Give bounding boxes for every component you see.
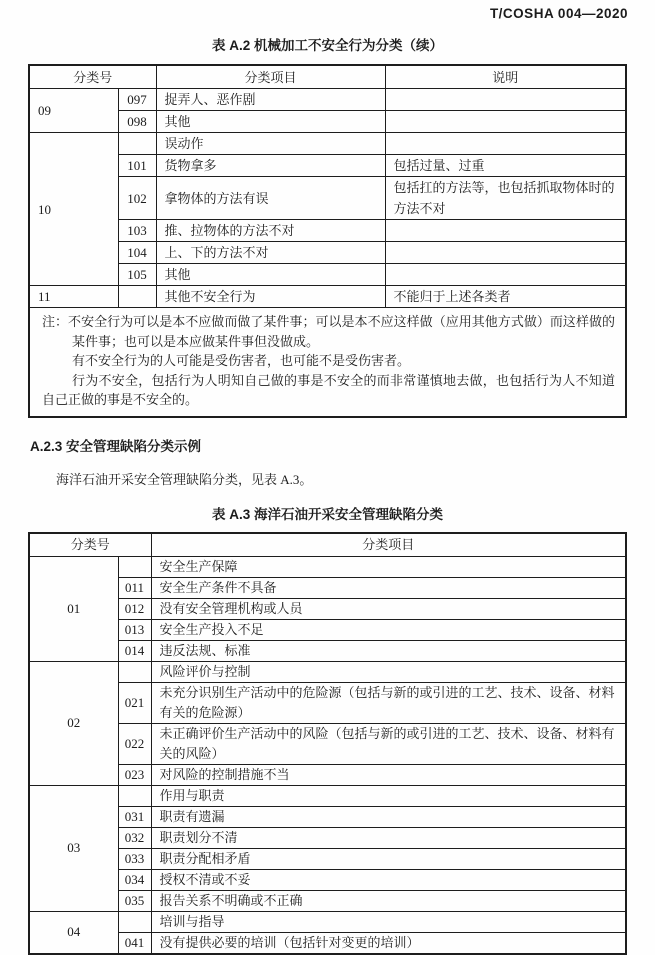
cell-item: 其他不安全行为 xyxy=(156,286,385,308)
cell-code: 014 xyxy=(118,640,151,661)
cell-group-no: 02 xyxy=(29,661,118,785)
cell-item: 捉弄人、恶作剧 xyxy=(156,89,385,111)
table-row xyxy=(29,661,626,682)
table-row xyxy=(29,911,626,932)
table-row xyxy=(29,640,626,661)
cell-item: 其他 xyxy=(156,111,385,133)
cell-code: 035 xyxy=(118,890,151,911)
cell-item: 上、下的方法不对 xyxy=(156,242,385,264)
cell-item: 其他 xyxy=(156,264,385,286)
table-row xyxy=(29,155,626,177)
cell-code xyxy=(118,661,151,682)
table-row xyxy=(29,220,626,242)
cell-code: 013 xyxy=(118,619,151,640)
cell-group-no: 10 xyxy=(29,133,118,286)
header-item: 分类项目 xyxy=(156,65,385,89)
cell-code: 011 xyxy=(118,577,151,598)
cell-group-no: 01 xyxy=(29,556,118,661)
table-a2-note-row xyxy=(29,308,626,417)
cell-desc xyxy=(385,242,626,264)
cell-item: 未正确评价生产活动中的风险（包括与新的或引进的工艺、技术、设备、材料有关的风险） xyxy=(151,723,626,764)
cell-item: 风险评价与控制 xyxy=(151,661,626,682)
cell-group-no: 11 xyxy=(29,286,118,308)
cell-item: 推、拉物体的方法不对 xyxy=(156,220,385,242)
table-a3 xyxy=(28,532,627,955)
table-row xyxy=(29,264,626,286)
header-group-no: 分类号 xyxy=(29,533,151,557)
note-line-1: 注：不安全行为可以是本不应做而做了某件事；可以是本不应这样做（应用其他方式做）而这样做的某件事；也可以是本应做某件事但没做成。 xyxy=(42,314,615,349)
cell-code: 023 xyxy=(118,764,151,785)
table-row xyxy=(29,177,626,220)
table-row xyxy=(29,556,626,577)
cell-code: 012 xyxy=(118,598,151,619)
table-row xyxy=(29,577,626,598)
cell-item: 没有安全管理机构或人员 xyxy=(151,598,626,619)
cell-code: 097 xyxy=(118,89,156,111)
table-row xyxy=(29,286,626,308)
cell-item: 没有提供必要的培训（包括针对变更的培训） xyxy=(151,932,626,954)
table-a3-header-row xyxy=(29,533,626,557)
table-a2 xyxy=(28,64,627,418)
cell-code: 034 xyxy=(118,869,151,890)
cell-code: 104 xyxy=(118,242,156,264)
cell-code: 022 xyxy=(118,723,151,764)
note-line-2: 有不安全行为的人可能是受伤害者，也可能不是受伤害者。 xyxy=(72,353,411,368)
table-row xyxy=(29,848,626,869)
note-cell xyxy=(29,308,626,417)
cell-code: 041 xyxy=(118,932,151,954)
table-row xyxy=(29,890,626,911)
cell-code: 031 xyxy=(118,806,151,827)
table-row xyxy=(29,89,626,111)
table-row xyxy=(29,785,626,806)
cell-item: 货物拿多 xyxy=(156,155,385,177)
cell-code: 101 xyxy=(118,155,156,177)
cell-item: 职责划分不清 xyxy=(151,827,626,848)
table-row xyxy=(29,869,626,890)
cell-item: 违反法规、标准 xyxy=(151,640,626,661)
cell-item: 职责有遗漏 xyxy=(151,806,626,827)
cell-desc xyxy=(385,264,626,286)
cell-code: 102 xyxy=(118,177,156,220)
cell-item: 职责分配相矛盾 xyxy=(151,848,626,869)
cell-item: 拿物体的方法有误 xyxy=(156,177,385,220)
table-row xyxy=(29,111,626,133)
cell-desc: 包括过量、过重 xyxy=(385,155,626,177)
cell-code: 021 xyxy=(118,682,151,723)
cell-desc: 包括扛的方法等，也包括抓取物体时的方法不对 xyxy=(385,177,626,220)
cell-code xyxy=(118,556,151,577)
cell-desc xyxy=(385,220,626,242)
cell-item: 授权不清或不妥 xyxy=(151,869,626,890)
cell-item: 报告关系不明确或不正确 xyxy=(151,890,626,911)
note-label: 注： xyxy=(42,314,69,329)
cell-item: 安全生产条件不具备 xyxy=(151,577,626,598)
table-row xyxy=(29,723,626,764)
cell-code: 098 xyxy=(118,111,156,133)
table-row xyxy=(29,619,626,640)
section-paragraph: 海洋石油开采安全管理缺陷分类，见表 A.3。 xyxy=(56,471,313,487)
note-line-3: 行为不安全，包括行为人明知自己做的事是不安全的而非常谨慎地去做，也包括行为人不知道自己正做的事是不安全的。 xyxy=(42,372,616,407)
cell-group-no: 09 xyxy=(29,89,118,133)
table-row xyxy=(29,764,626,785)
cell-code xyxy=(118,785,151,806)
header-group-no: 分类号 xyxy=(29,65,156,89)
table-row xyxy=(29,827,626,848)
table-row xyxy=(29,932,626,954)
cell-item: 未充分识别生产活动中的危险源（包括与新的或引进的工艺、技术、设备、材料有关的危险源） xyxy=(151,682,626,723)
cell-desc xyxy=(385,111,626,133)
cell-desc: 不能归于上述各类者 xyxy=(385,286,626,308)
cell-code: 105 xyxy=(118,264,156,286)
cell-item: 安全生产投入不足 xyxy=(151,619,626,640)
cell-desc xyxy=(385,89,626,111)
table-a3-caption: 表 A.3 海洋石油开采安全管理缺陷分类 xyxy=(211,506,443,522)
header-item: 分类项目 xyxy=(151,533,626,557)
cell-code: 103 xyxy=(118,220,156,242)
header-desc: 说明 xyxy=(385,65,626,89)
cell-code: 033 xyxy=(118,848,151,869)
section-heading-a23: A.2.3 安全管理缺陷分类示例 xyxy=(30,438,202,454)
cell-code xyxy=(118,133,156,155)
table-a2-header-row xyxy=(29,65,626,89)
table-row xyxy=(29,133,626,155)
cell-code xyxy=(118,286,156,308)
document-code: T/COSHA 004—2020 xyxy=(489,6,628,21)
table-row xyxy=(29,806,626,827)
cell-group-no: 03 xyxy=(29,785,118,911)
cell-item: 对风险的控制措施不当 xyxy=(151,764,626,785)
cell-item: 培训与指导 xyxy=(151,911,626,932)
table-row xyxy=(29,682,626,723)
table-row xyxy=(29,242,626,264)
cell-item: 误动作 xyxy=(156,133,385,155)
table-row xyxy=(29,598,626,619)
cell-group-no: 04 xyxy=(29,911,118,954)
cell-desc xyxy=(385,133,626,155)
cell-code: 032 xyxy=(118,827,151,848)
table-a2-caption: 表 A.2 机械加工不安全行为分类（续） xyxy=(211,38,443,53)
cell-item: 作用与职责 xyxy=(151,785,626,806)
cell-item: 安全生产保障 xyxy=(151,556,626,577)
cell-code xyxy=(118,911,151,932)
